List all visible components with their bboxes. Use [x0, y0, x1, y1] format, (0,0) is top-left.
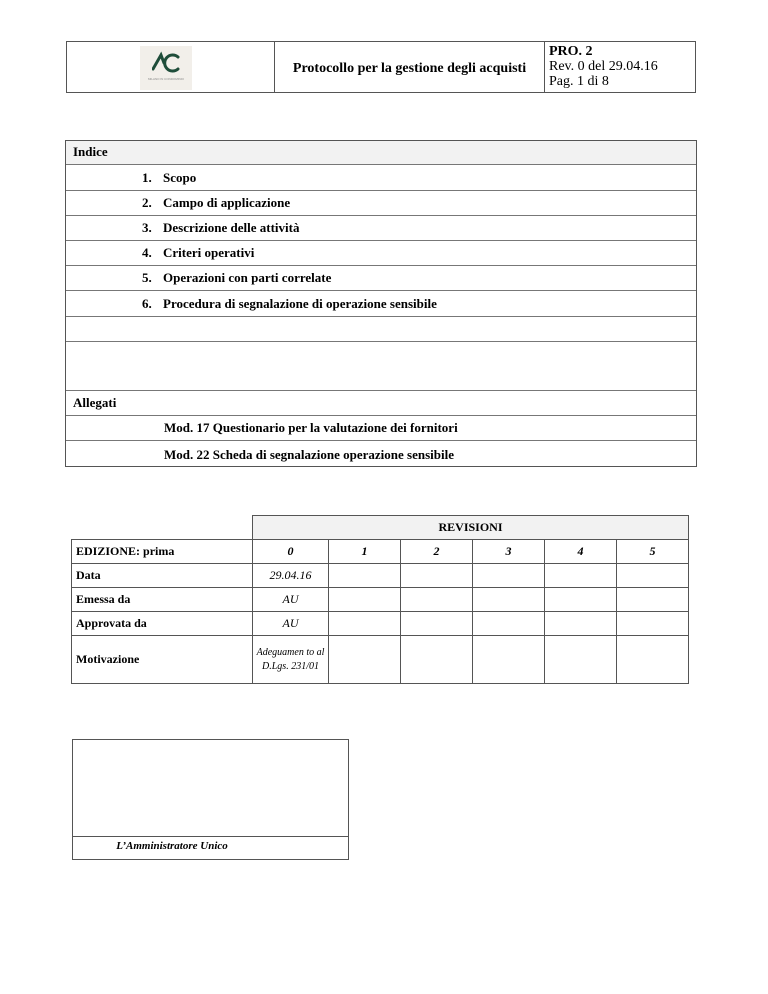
attachment-label: Mod. 17 Questionario per la valutazione dei fornitori: [164, 420, 458, 435]
revisions-title-row: [72, 516, 689, 540]
index-heading-row: [66, 141, 696, 165]
row-label: Emessa da: [72, 588, 253, 612]
index-item: [66, 266, 696, 291]
revision-column-header: 1: [329, 540, 401, 564]
row-label: Approvata da: [72, 612, 253, 636]
row-label: Data: [72, 564, 253, 588]
revision-column-header: 2: [401, 540, 473, 564]
index-item: [66, 216, 696, 241]
index-item-number: 4.: [142, 245, 152, 260]
revision-column-header: 5: [617, 540, 689, 564]
revision-column-header: 4: [545, 540, 617, 564]
index-item-label: Campo di applicazione: [163, 195, 291, 210]
revision-row-issued: [72, 588, 689, 612]
attachment-item: [66, 416, 696, 441]
signature-label: L’Amministratore Unico: [116, 840, 228, 852]
row-label: Motivazione: [72, 636, 253, 684]
logo-mark-icon: [152, 51, 180, 75]
attachment-item: [66, 441, 696, 467]
revision-row-data: [72, 564, 689, 588]
revision-row-approved: [72, 612, 689, 636]
index-item-label: Procedura di segnalazione di operazione sensibile: [163, 296, 437, 311]
document-reference: [545, 42, 695, 92]
index-item-number: 3.: [142, 220, 152, 235]
revisions-title: REVISIONI: [253, 516, 689, 540]
index-item-number: 2.: [142, 195, 152, 210]
index-item-label: Scopo: [163, 170, 197, 185]
company-logo: [140, 46, 192, 90]
revisions-table: [71, 515, 689, 684]
index-item: [66, 291, 696, 317]
edition-label: EDIZIONE: prima: [72, 540, 253, 564]
index-item-number: 5.: [142, 270, 152, 285]
attachments-heading-row: [66, 391, 696, 416]
revision-column-header: 3: [473, 540, 545, 564]
index-heading: Indice: [73, 144, 108, 159]
index-item: [66, 241, 696, 266]
row-value: Adeguamen to al D.Lgs. 231/01: [256, 646, 325, 672]
index-item-number: 6.: [142, 296, 152, 311]
row-value: 29.04.16: [253, 564, 329, 588]
row-value: AU: [253, 588, 329, 612]
index-table: [65, 140, 697, 467]
index-item-label: Operazioni con parti correlate: [163, 270, 332, 285]
index-item: [66, 191, 696, 216]
logo-cell: [67, 42, 275, 92]
index-empty-row: [66, 342, 696, 391]
signature-divider: [73, 836, 348, 837]
logo-text: MILANO IN CONDOMINIO: [147, 78, 184, 81]
index-item-number: 1.: [142, 170, 152, 185]
index-item-label: Descrizione delle attività: [163, 220, 300, 235]
attachment-label: Mod. 22 Scheda di segnalazione operazione sensibile: [164, 447, 454, 462]
page-number: Pag. 1 di 8: [549, 74, 609, 89]
index-item-label: Criteri operativi: [163, 245, 255, 260]
document-header: [66, 41, 696, 93]
index-empty-row: [66, 317, 696, 342]
index-item: [66, 165, 696, 191]
row-value: AU: [253, 612, 329, 636]
attachments-heading: Allegati: [73, 395, 117, 410]
document-revision: Rev. 0 del 29.04.16: [549, 59, 658, 74]
revisions-header-row: [72, 540, 689, 564]
document-title: Protocollo per la gestione degli acquisti: [275, 42, 545, 92]
revision-row-reason: [72, 636, 689, 684]
signature-box: [72, 739, 349, 860]
document-code: PRO. 2: [549, 44, 593, 59]
reason-cell: [253, 636, 329, 684]
revision-column-header: 0: [253, 540, 329, 564]
